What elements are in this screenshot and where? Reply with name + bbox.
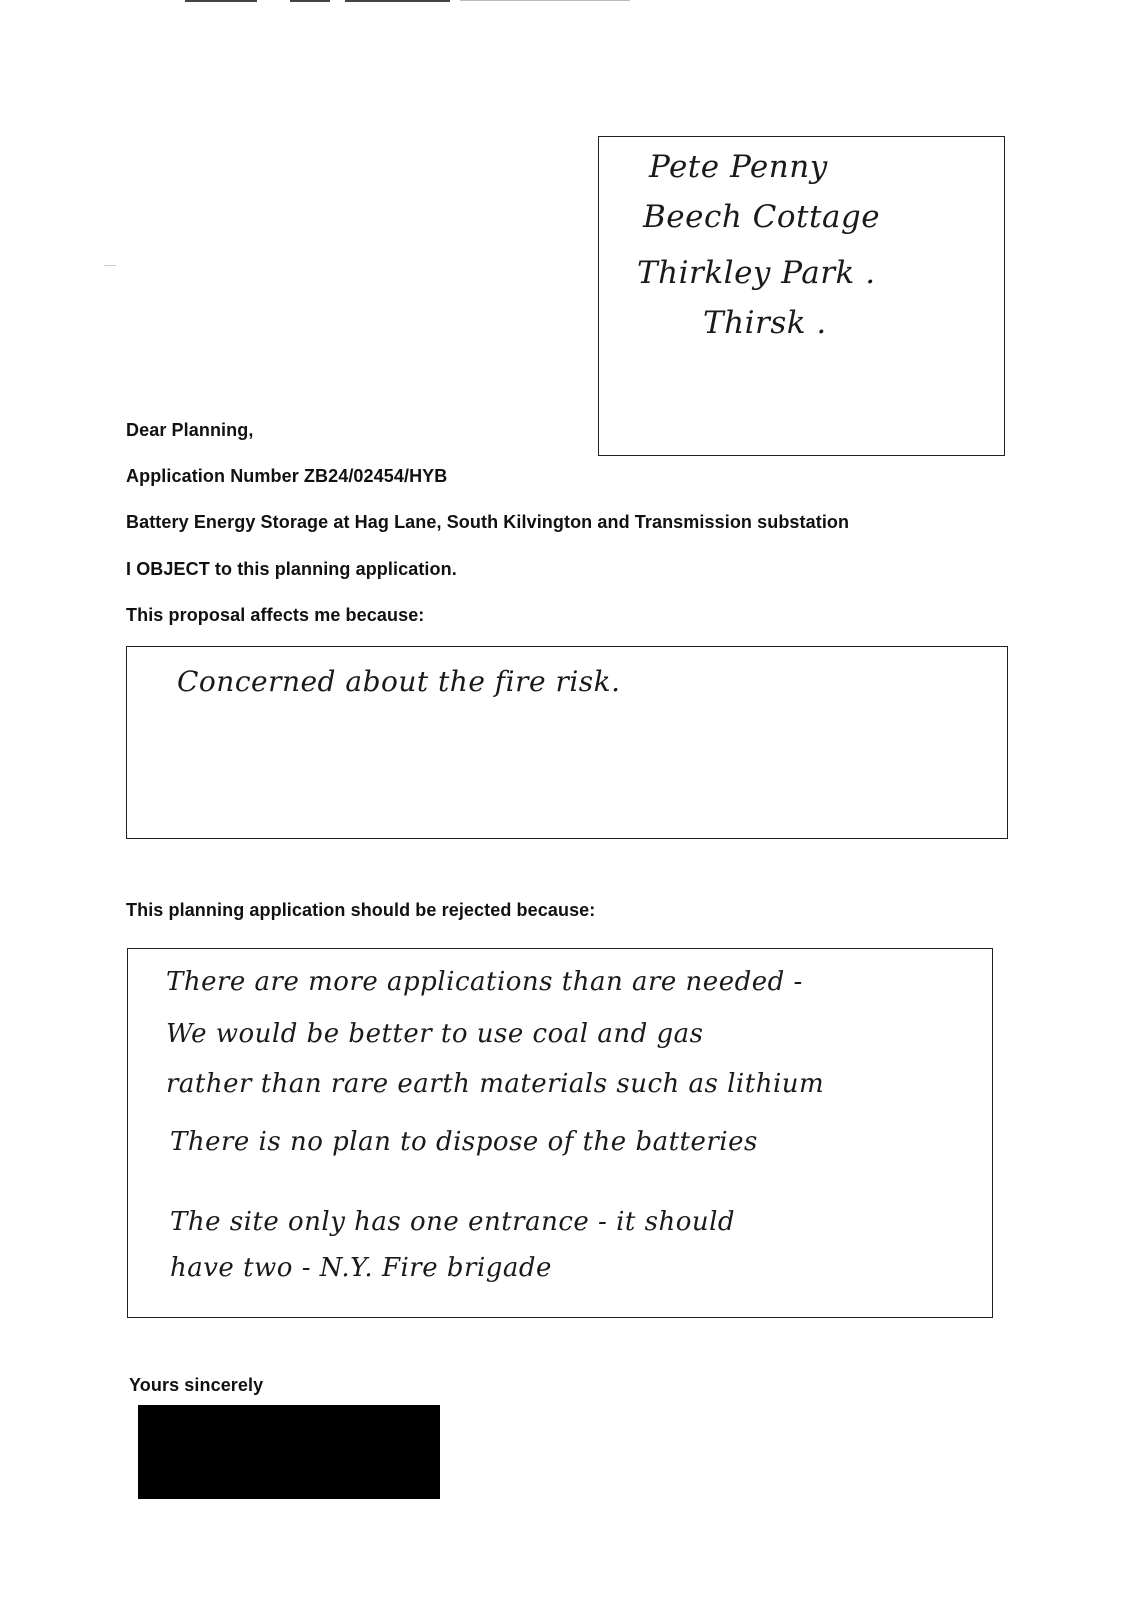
reject-reason-line: have two - N.Y. Fire brigade [170,1253,552,1283]
affects-text: Concerned about the fire risk. [177,665,621,698]
scan-artifact [290,0,330,2]
reject-reason-line: We would be better to use coal and gas [166,1019,704,1049]
scan-artifact [345,0,450,2]
salutation: Dear Planning, [126,420,254,440]
application-number: Application Number ZB24/02454/HYB [126,466,448,486]
scan-artifact [460,0,630,1]
reject-box [127,948,993,1318]
address-line: Thirkley Park . [637,255,876,291]
reject-reason-line: rather than rare earth materials such as lithium [166,1069,825,1099]
address-box [598,136,1005,456]
reject-reason-line: There is no plan to dispose of the batteries [170,1127,758,1157]
affects-box [126,646,1008,839]
scan-artifact [104,265,116,266]
redacted-signature [138,1405,440,1499]
reject-reason-line: There are more applications than are needed - [166,967,803,997]
address-line: Thirsk . [703,305,827,341]
address-line: Pete Penny [649,149,828,185]
objection-statement: I OBJECT to this planning application. [126,559,457,579]
scan-artifact [185,0,257,2]
application-subject: Battery Energy Storage at Hag Lane, South Kilvington and Transmission substation [126,512,850,532]
closing: Yours sincerely [129,1375,264,1395]
affects-label: This proposal affects me because: [126,605,425,625]
address-line: Beech Cottage [643,199,881,235]
reject-label: This planning application should be rejected because: [126,900,596,920]
reject-reason-line: The site only has one entrance - it should [170,1207,736,1237]
